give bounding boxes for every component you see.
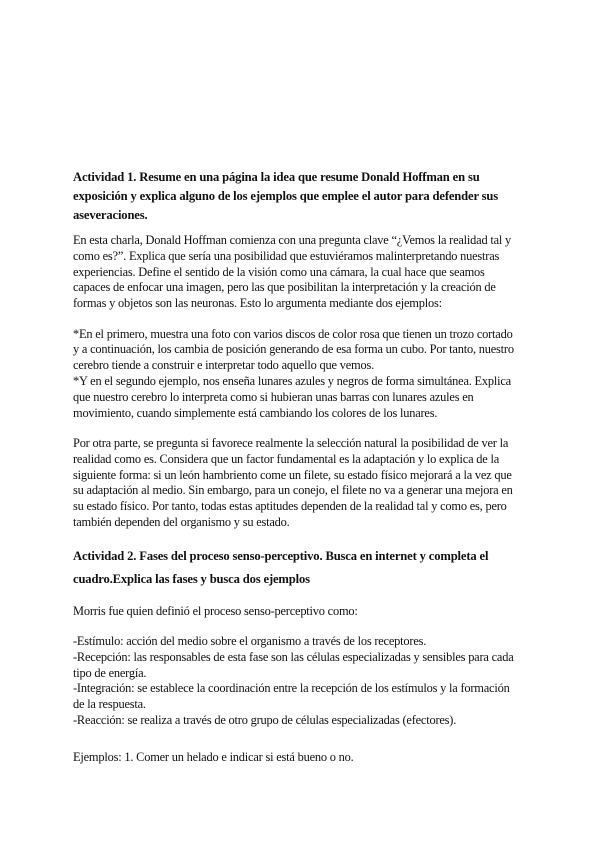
text-line: *Y en el segundo ejemplo, nos enseña lunares azules y negros de forma simultánea. Explica xyxy=(73,374,511,388)
heading-line: Actividad 1. Resume en una página la idea que resume Donald Hoffman en su xyxy=(73,170,480,184)
text-line: su estado físico. Por tanto, todas estas aptitudes dependen de la realidad tal y como es, pero xyxy=(73,499,507,514)
text-line: Ejemplos: 1. Comer un helado e indicar si está bueno o no. xyxy=(73,750,354,764)
text-line: y a continuación, los cambia de posición generando de esa forma un cubo. Por tanto, nuestro xyxy=(73,342,514,357)
activity1-example2 xyxy=(73,374,531,421)
activity2-examples xyxy=(73,750,531,765)
activity1-paragraph2 xyxy=(73,436,531,531)
text-line: formas y objetos son las neuronas. Esto lo argumenta mediante dos ejemplos: xyxy=(73,296,442,311)
heading-line: cuadro.Explica las fases y busca dos ejemplos xyxy=(73,572,310,586)
heading-line: Actividad 2. Fases del proceso senso-perceptivo. Busca en internet y completa el xyxy=(73,549,489,563)
text-line: también dependen del organismo y su estado. xyxy=(73,514,290,529)
text-line: Por otra parte, se pregunta si favorece realmente la selección natural la posibilidad de ver la xyxy=(73,436,509,450)
text-line: siguiente forma: si un león hambriento come un filete, su estado físico mejorará a la vez que xyxy=(73,467,512,482)
activity1-example1 xyxy=(73,327,531,373)
text-line: Morris fue quien definió el proceso senso-perceptivo como: xyxy=(73,604,358,618)
phase-line: -Integración: se establece la coordinación entre la recepción de los estímulos y la formación xyxy=(73,681,510,696)
activity2-phases xyxy=(73,634,531,729)
text-line: su adaptación al medio. Sin embargo, para un conejo, el filete no va a generar una mejora en xyxy=(73,483,513,498)
text-line: En esta charla, Donald Hoffman comienza con una pregunta clave “¿Vemos la realidad tal y xyxy=(73,233,512,247)
phase-line: -Recepción: las responsables de esta fase son las células especializadas y sensibles para cada xyxy=(73,649,514,664)
phase-line: -Reacción: se realiza a través de otro grupo de células especializadas (efectores). xyxy=(73,712,457,727)
phase-line: tipo de energía. xyxy=(73,665,147,680)
heading-line: aseveraciones. xyxy=(73,208,148,222)
text-line: realidad como es. Considera que un factor fundamental es la adaptación y lo explica de la xyxy=(73,451,500,466)
activity2-intro xyxy=(73,604,531,619)
phase-line: de la respuesta. xyxy=(73,697,146,712)
text-line: *En el primero, muestra una foto con varios discos de color rosa que tienen un trozo cortado xyxy=(73,327,513,341)
text-line: capaces de enfocar una imagen, pero las que posibilitan la interpretación y la creación de xyxy=(73,280,496,295)
activity1-paragraph1 xyxy=(73,233,531,312)
heading-line: exposición y explica alguno de los ejemplos que emplee el autor para defender sus xyxy=(73,189,499,203)
text-line: como es?”. Explica que sería una posibilidad que estuviéramos malinterpretando nuestras xyxy=(73,248,500,263)
text-line: cerebro tiende a construir e interpretar todo aquello que vemos. xyxy=(73,357,374,372)
text-line: que nuestro cerebro lo interpreta como si hubieran unas barras con lunares azules en xyxy=(73,389,474,404)
text-line: movimiento, cuando simplemente está cambiando los colores de los lunares. xyxy=(73,405,438,420)
activity1-heading xyxy=(73,168,531,225)
text-line: experiencias. Define el sentido de la visión como una cámara, la cual hace que seamos xyxy=(73,264,485,279)
phase-line: -Estímulo: acción del medio sobre el organismo a través de los receptores. xyxy=(73,634,427,648)
activity2-heading xyxy=(73,545,531,591)
